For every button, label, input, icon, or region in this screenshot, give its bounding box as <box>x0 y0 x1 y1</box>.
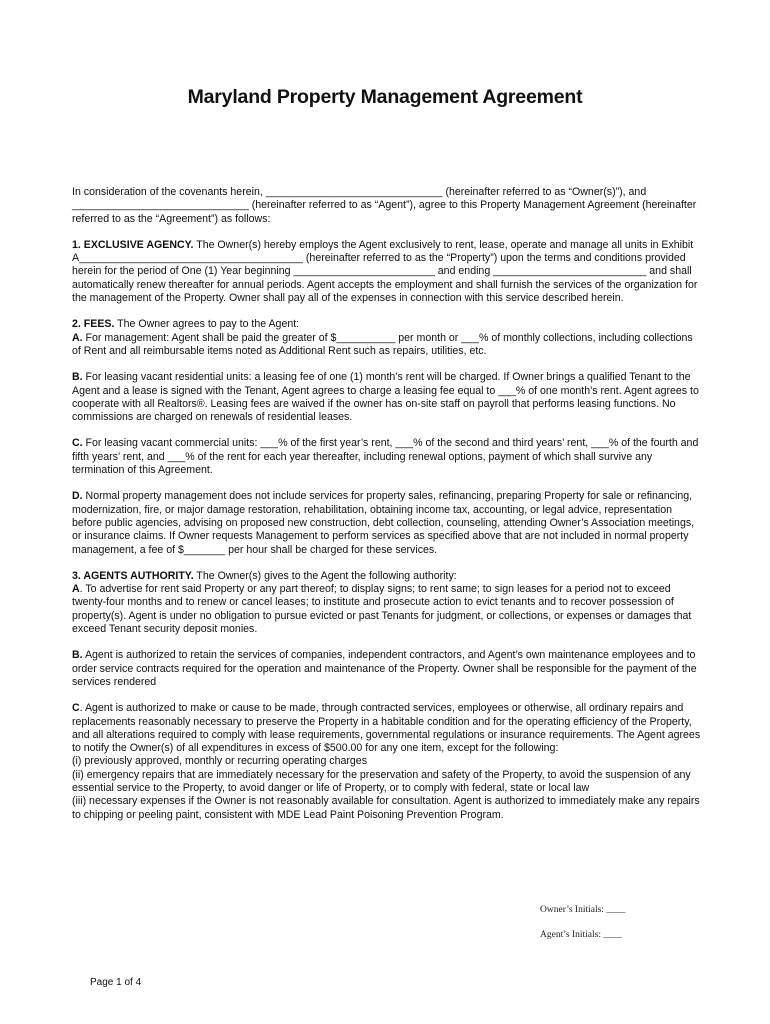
fees-item-c <box>72 437 702 477</box>
item-label: D. <box>72 490 83 503</box>
document-title: Maryland Property Management Agreement <box>187 86 583 108</box>
exception-iii: (iii) necessary expenses if the Owner is not reasonably available for consultation. Agent is authorized to immediately make any repairs to chipping or peeling paint, consistent with MDE Lead Paint Poisoning Prevention Program. <box>72 795 700 821</box>
item-text: For management: Agent shall be paid the greater of $__________ per month or ___% of monthly collections, including collections of Rent and all reimbursable items noted as Additional Rent such as repairs, utilities, etc. <box>72 331 693 357</box>
item-text: Agent is authorized to retain the services of companies, independent contractors, and Agent’s own maintenance employees and to order service contracts required for the operation and maintenance of the Property. Owner shall be responsible for the payment of the services rendered <box>72 649 697 688</box>
section-exclusive-agency <box>72 239 702 305</box>
authority-item-a <box>72 583 702 636</box>
section-text: The Owner(s) gives to the Agent the following authority: <box>193 569 457 582</box>
fees-item-d <box>72 490 702 556</box>
item-text: For leasing vacant residential units: a leasing fee of one (1) month’s rent will be charged. If Owner brings a qualified Tenant to the Agent and a lease is signed with the Tenant, Agent agrees to charge a leasing fee equal to ___% of one month’s rent. Agent agrees to cooperate with all Realtors®. Leasing fees are waived if the owner has on-site staff on payroll that performs leasing functions. No commissions are charged on renewals of residential leases. <box>72 371 699 424</box>
section-text: The Owner agrees to pay to the Agent: <box>114 318 300 331</box>
authority-item-b <box>72 649 702 689</box>
item-label: B. <box>72 371 83 384</box>
item-text: . Agent is authorized to make or cause to be made, through contracted services, employees or otherwise, all ordinary repairs and replacements reasonably necessary to preserve the Property in a habitable condition and for the operating efficiency of the Property, and all alterations required to comply with lease requirements, governmental regulations or insurance requirements. The Agent agrees to notify the Owner(s) of all expenditures in excess of $500.00 for any one item, except for the following: <box>72 702 701 755</box>
item-text: For leasing vacant commercial units: ___% of the first year’s rent, ___% of the second and third years’ rent, ___% of the fourth and fifth years’ rent, and ___% of the rent for each year thereafter, including renewal options, payment of which shall survive any termination of this Agreement. <box>72 437 699 477</box>
section-agents-authority <box>72 570 702 583</box>
item-label: C. <box>72 437 83 450</box>
exception-i: (i) previously approved, monthly or recurring operating charges <box>72 755 368 768</box>
item-label: A <box>72 583 80 596</box>
agreement-body <box>72 186 702 822</box>
section-heading: 1. EXCLUSIVE AGENCY. <box>72 238 194 251</box>
section-heading: 2. FEES. <box>72 318 115 331</box>
page-number: Page 1 of 4 <box>90 977 142 988</box>
authority-item-c <box>72 702 702 755</box>
item-label: B. <box>72 649 83 662</box>
fees-item-a <box>72 332 702 359</box>
section-heading: 3. AGENTS AUTHORITY. <box>72 569 194 582</box>
item-label: A. <box>72 331 83 344</box>
agent-initials-field[interactable]: Agent’s Initials: ____ <box>540 930 623 940</box>
section-fees <box>72 318 702 331</box>
exception-ii: (ii) emergency repairs that are immediately necessary for the preservation and safety of the Property, to avoid the suspension of any essential service to the Property, to avoid danger or life of Property, or to comply with federal, state or local law <box>72 768 691 794</box>
item-label: C <box>72 702 80 715</box>
fees-item-b <box>72 371 702 424</box>
item-text: . To advertise for rent said Property or any part thereof; to display signs; to rent same; to sign leases for a period not to exceed twenty-four months and to renew or cancel leases; to institute and prosecute action to evict tenants and to recover possession of property(s). Agent is under no obligation to pursue evicted or past Tenants for judgment, or collections, or expenses or damages that exceed Tenant security deposit monies. <box>72 583 692 636</box>
section-text: The Owner(s) hereby employs the Agent exclusively to rent, lease, operate and manage all units in Exhibit A______________________________________ (hereinafter referred to as the “Property”) upon the terms and conditions provided herein for the period of One (1) Year beginning ________________________ and ending __________________________ and shall automatically renew thereafter for annual periods. Agent accepts the employment and shall furnish the services of the organization for the management of the Property. Owner shall pay all of the expenses in connection with this service described herein. <box>72 238 698 305</box>
item-text: Normal property management does not include services for property sales, refinancing, preparing Property for sale or refinancing, modernization, fire, or major damage restoration, rehabilitation, obtaining income tax, accounting, or legal advice, representation before public agencies, advising on proposed new construction, debt collection, counseling, attending Owner’s Association meetings, or insurance claims. If Owner requests Management to perform services as specified above that are not included in normal property management, a fee of $_______ per hour shall be charged for these services. <box>72 490 695 556</box>
intro-paragraph: In consideration of the covenants herein, ______________________________ (hereinafter referred to as “Owner(s)”), and ______________________________ (hereinafter referred to as “Agent”), agree to this Property Management Agreement (hereinafter referred to as the “Agreement”) as follows: <box>72 186 697 225</box>
owner-initials-field[interactable]: Owner’s Initials: ____ <box>540 905 626 915</box>
